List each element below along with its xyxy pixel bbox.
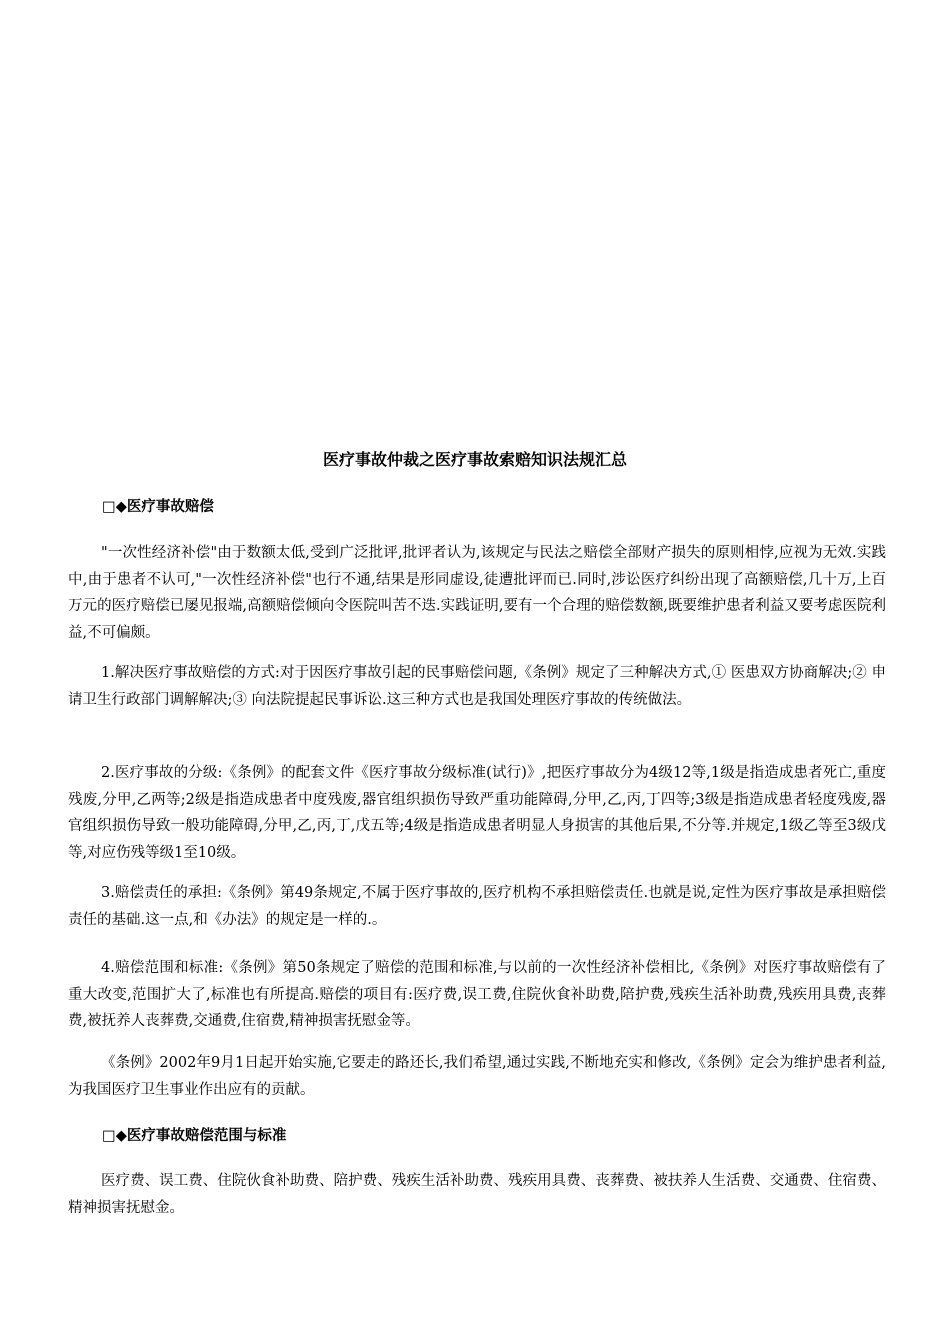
paragraph-resolution-methods: 1.解决医疗事故赔偿的方式:对于因医疗事故引起的民事赔偿问题,《条例》规定了三种解决方式,① 医患双方协商解决;② 申请卫生行政部门调解解决;③ 向法院提起民事诉讼.这三种方式也是我国处理医疗事故的传统做法。 bbox=[68, 665, 886, 708]
paragraph-scope-and-standard: 4.赔偿范围和标准:《条例》第50条规定了赔偿的范围和标准,与以前的一次性经济补偿相比,《条例》对医疗事故赔偿有了重大改变,范围扩大了,标准也有所提高.赔偿的项目有:医疗费,误工费,住院伙食补助费,陪护费,残疾生活补助费,残疾用具费,丧葬费,被抚养人丧葬费,交通费,住宿费,精神损害抚慰金等。 bbox=[68, 960, 886, 1029]
section-heading-compensation: □◆医疗事故赔偿 bbox=[102, 499, 214, 515]
document-title: 医疗事故仲裁之医疗事故索赔知识法规汇总 bbox=[322, 450, 627, 469]
paragraph-implementation: 《条例》2002年9月1日起开始实施,它要走的路还长,我们希望,通过实践,不断地充实和修改,《条例》定会为维护患者利益,为我国医疗卫生事业作出应有的贡献。 bbox=[68, 1055, 886, 1098]
paragraph-accident-grading: 2.医疗事故的分级:《条例》的配套文件《医疗事故分级标准(试行)》,把医疗事故分为4级12等,1级是指造成患者死亡,重度残废,分甲,乙两等;2级是指造成患者中度残废,器官组织损伤导致严重功能障碍,分甲,乙,丙,丁四等;3级是指造成患者轻度残废,器官组织损伤导致一般功能障碍,分甲,乙,丙,丁,戊五等;4级是指造成患者明显人身损害的其他后果,不分等.并规定,1级乙等至3级戊等,对应伤残等级1至10级。 bbox=[68, 765, 886, 861]
section-heading-scope-standard: □◆医疗事故赔偿范围与标准 bbox=[102, 1128, 287, 1144]
paragraph-lump-sum-criticism: "一次性经济补偿"由于数额太低,受到广泛批评,批评者认为,该规定与民法之赔偿全部财产损失的原则相悖,应视为无效.实践中,由于患者不认可,"一次性经济补偿"也行不通,结果是形同虚设,徒遭批评而已.同时,涉讼医疗纠纷出现了高额赔偿,几十万,上百万元的医疗赔偿已屡见报端,高额赔偿倾向令医院叫苦不迭.实践证明,要有一个合理的赔偿数额,既要维护患者利益又要考虑医院利益,不可偏颇。 bbox=[68, 545, 886, 641]
paragraph-liability: 3.赔偿责任的承担:《条例》第49条规定,不属于医疗事故的,医疗机构不承担赔偿责任.也就是说,定性为医疗事故是承担赔偿责任的基础.这一点,和《办法》的规定是一样的.。 bbox=[68, 885, 886, 928]
paragraph-compensation-items: 医疗费、误工费、住院伙食补助费、陪护费、残疾生活补助费、残疾用具费、丧葬费、被扶养人生活费、交通费、住宿费、精神损害抚慰金。 bbox=[68, 1173, 886, 1216]
